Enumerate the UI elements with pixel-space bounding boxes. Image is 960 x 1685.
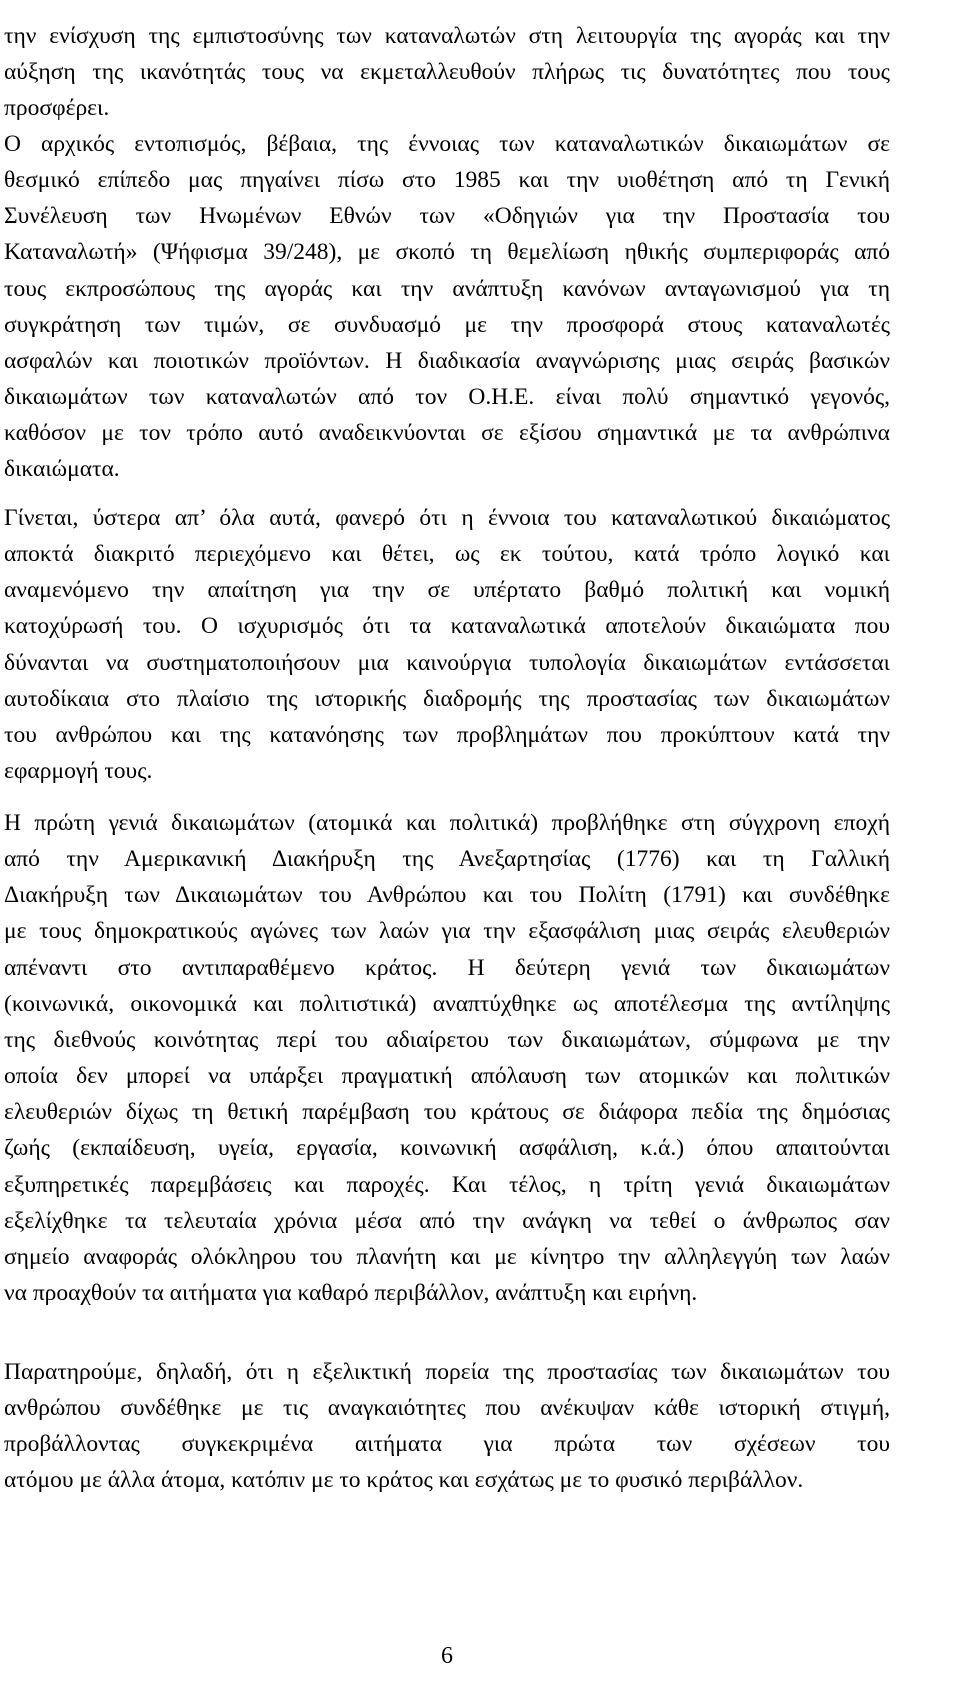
paragraph-3: [4, 500, 890, 789]
paragraph-4: [4, 805, 890, 1311]
text-line: ανθρώπου συνδέθηκε με τις αναγκαιότητες που ανέκυψαν κάθε ιστορική στιγμή,: [4, 1395, 890, 1422]
text-line: θεσμικό επίπεδο μας πηγαίνει πίσω στο 1985 και την υιοθέτηση από τη Γενική: [4, 167, 890, 194]
text-line: να προαχθούν τα αιτήματα για καθαρό περιβάλλον, ανάπτυξη και ειρήνη.: [4, 1280, 698, 1307]
text-line: Καταναλωτή» (Ψήφισμα 39/248), με σκοπό τη θεμελίωση ηθικής συμπεριφοράς από: [4, 239, 890, 266]
text-line: Ο αρχικός εντοπισμός, βέβαια, της έννοιας των καταναλωτικών δικαιωμάτων σε: [4, 131, 890, 157]
text-line: σημείο αναφοράς ολόκληρου του πλανήτη και με κίνητρο την αλληλεγγύη των λαών: [4, 1243, 890, 1270]
text-line: δικαιωμάτων των καταναλωτών από τον Ο.Η.Ε. είναι πολύ σημαντικό γεγονός,: [4, 384, 890, 411]
page-number: 6: [441, 1643, 453, 1669]
text-line: ασφαλών και ποιοτικών προϊόντων. Η διαδικασία αναγνώρισης μιας σειράς βασικών: [4, 347, 890, 374]
text-line: Συνέλευση των Ηνωμένων Εθνών των «Οδηγιών για την Προστασία του: [4, 203, 890, 230]
text-line: Διακήρυξη των Δικαιωμάτων του Ανθρώπου και του Πολίτη (1791) και συνδέθηκε: [4, 882, 890, 909]
text-line: αναμενόμενο την απαίτηση για την σε υπέρτατο βαθμό πολιτική και νομική: [4, 577, 890, 604]
text-line: ζωής (εκπαίδευση, υγεία, εργασία, κοινωνική ασφάλιση, κ.ά.) όπου απαιτούνται: [4, 1135, 890, 1162]
text-line: ελευθεριών δίχως τη θετική παρέμβαση του κράτους σε διάφορα πεδία της δημόσιας: [4, 1099, 890, 1126]
text-line: δικαιώματα.: [4, 456, 120, 483]
text-line: δύνανται να συστηματοποιήσουν μια καινούργια τυπολογία δικαιωμάτων εντάσσεται: [4, 649, 890, 676]
text-line: οποία δεν μπορεί να υπάρξει πραγματική απόλαυση των ατομικών και πολιτικών: [4, 1063, 890, 1090]
text-line: συγκράτηση των τιμών, σε συνδυασμό με την προσφορά στους καταναλωτές: [4, 311, 890, 338]
paragraph-5: [4, 1354, 890, 1499]
text-line: προσφέρει.: [4, 95, 110, 122]
text-line: από την Αμερικανική Διακήρυξη της Ανεξαρτησίας (1776) και τη Γαλλική: [4, 846, 890, 873]
text-line: εξυπηρετικές παρεμβάσεις και παροχές. Και τέλος, η τρίτη γενιά δικαιωμάτων: [4, 1171, 890, 1198]
text-line: την ενίσχυση της εμπιστοσύνης των καταναλωτών στη λειτουργία της αγοράς και την: [4, 23, 890, 49]
text-line: αυτοδίκαια στο πλαίσιο της ιστορικής διαδρομής της προστασίας των δικαιωμάτων: [4, 685, 890, 712]
text-line: της διεθνούς κοινότητας περί του αδιαίρετου των δικαιωμάτων, σύμφωνα με την: [4, 1026, 890, 1053]
text-line: ατόμου με άλλα άτομα, κατόπιν με το κράτος και εσχάτως με το φυσικό περιβάλλον.: [4, 1467, 804, 1494]
text-line: Παρατηρούμε, δηλαδή, ότι η εξελικτική πορεία της προστασίας των δικαιωμάτων του: [4, 1359, 890, 1385]
paragraph-2: [4, 126, 890, 488]
text-line: με τους δημοκρατικούς αγώνες των λαών για την εξασφάλιση μιας σειράς ελευθεριών: [4, 918, 890, 945]
text-line: εφαρμογή τους.: [4, 758, 153, 785]
text-line: Η πρώτη γενιά δικαιωμάτων (ατομικά και πολιτικά) προβλήθηκε στη σύγχρονη εποχή: [4, 810, 890, 836]
text-line: του ανθρώπου και της κατανόησης των προβλημάτων που προκύπτουν κατά την: [4, 721, 890, 748]
paragraph-1: [4, 18, 890, 126]
text-line: αύξηση της ικανότητάς τους να εκμεταλλευθούν πλήρως τις δυνατότητες που τους: [4, 59, 890, 86]
text-line: Γίνεται, ύστερα απ’ όλα αυτά, φανερό ότι η έννοια του καταναλωτικού δικαιώματος: [4, 505, 890, 531]
text-line: καθόσον με τον τρόπο αυτό αναδεικνύονται σε εξίσου σημαντικά με τα ανθρώπινα: [4, 420, 890, 447]
text-line: τους εκπροσώπους της αγοράς και την ανάπτυξη κανόνων ανταγωνισμού για τη: [4, 275, 890, 302]
text-line: εξελίχθηκε τα τελευταία χρόνια μέσα από την ανάγκη να τεθεί ο άνθρωπος σαν: [4, 1207, 890, 1234]
text-line: αποκτά διακριτό περιεχόμενο και θέτει, ως εκ τούτου, κατά τρόπο λογικό και: [4, 541, 890, 568]
text-line: κατοχύρωσή του. Ο ισχυρισμός ότι τα καταναλωτικά αποτελούν δικαιώματα που: [4, 613, 890, 640]
text-line: προβάλλοντας συγκεκριμένα αιτήματα για πρώτα των σχέσεων του: [4, 1431, 890, 1458]
text-line: απέναντι στο αντιπαραθέμενο κράτος. Η δεύτερη γενιά των δικαιωμάτων: [4, 954, 890, 981]
text-line: (κοινωνικά, οικονομικά και πολιτιστικά) αναπτύχθηκε ως αποτέλεσμα της αντίληψης: [4, 990, 890, 1017]
